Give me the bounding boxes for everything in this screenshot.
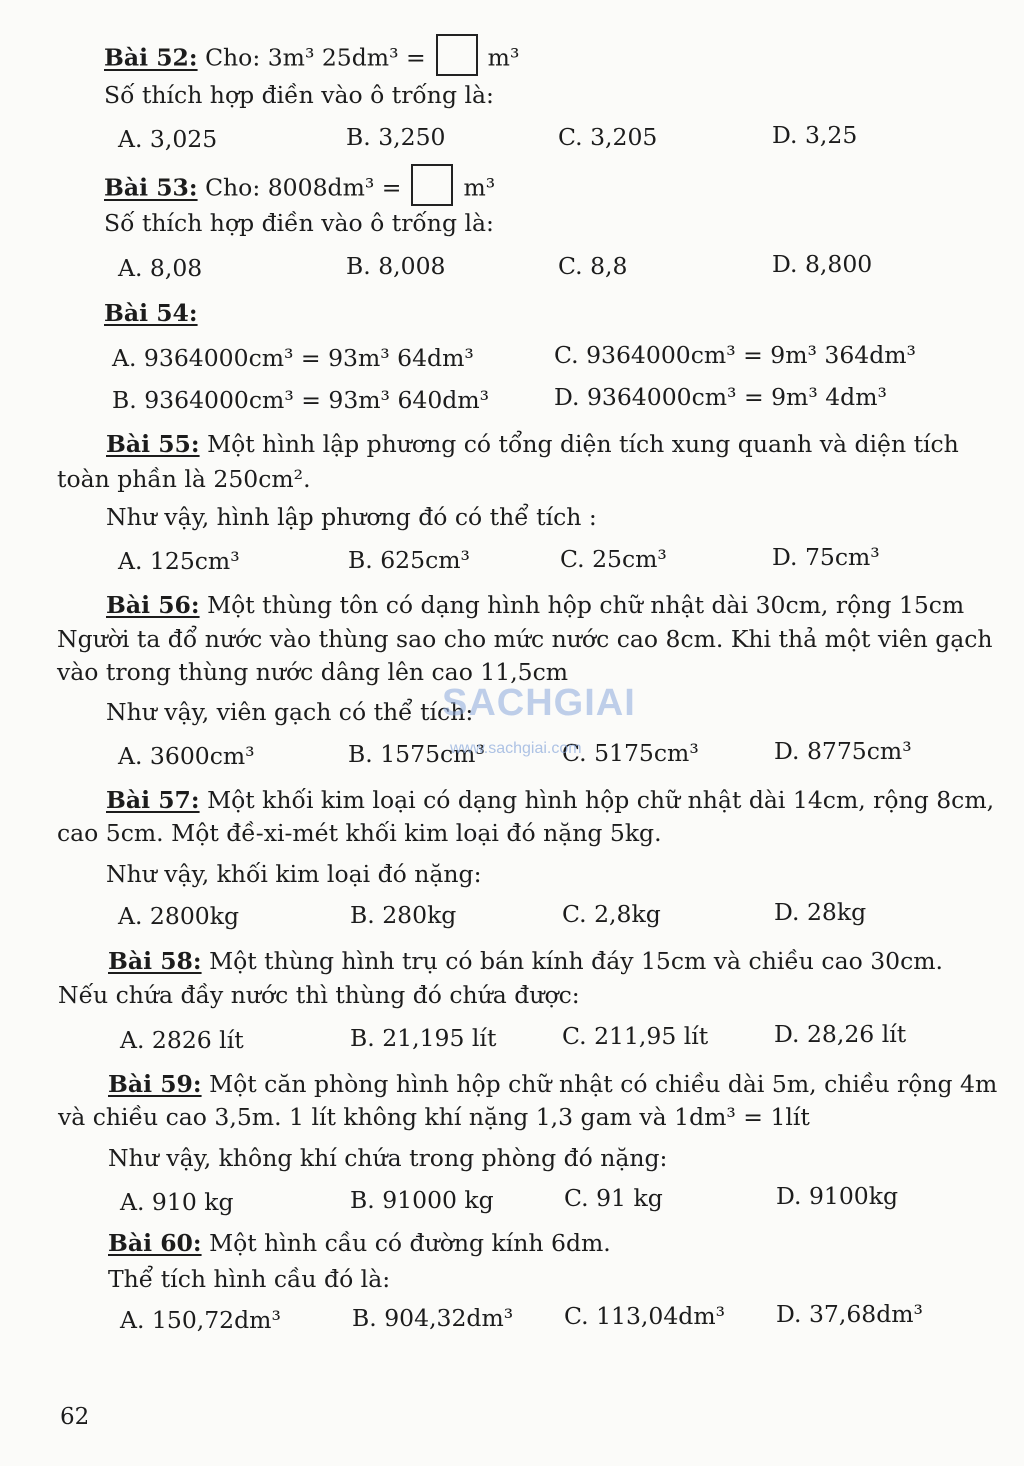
bai55-option-c: C. 25cm³ xyxy=(560,545,667,573)
bai53-prompt-after: m³ xyxy=(463,173,496,202)
bai59-question: Như vậy, không khí chứa trong phòng đó nặng: xyxy=(108,1144,668,1172)
bai52-prompt xyxy=(104,38,519,80)
bai56-line2: Người ta đổ nước vào thùng sao cho mức nước cao 8cm. Khi thả một viên gạch xyxy=(57,625,993,653)
bai52-option-d: D. 3,25 xyxy=(772,121,858,149)
answer-box xyxy=(436,34,478,76)
watermark-url: www.sachgiai.com xyxy=(450,740,582,757)
bai59-line2: và chiều cao 3,5m. 1 lít không khí nặng 1,3 gam và 1dm³ = 1lít xyxy=(58,1103,810,1131)
bai57-line2: cao 5cm. Một đề-xi-mét khối kim loại đó nặng 5kg. xyxy=(57,819,662,847)
bai56-option-b: B. 1575cm³ xyxy=(348,740,485,768)
watermark-text: SACHGIAI xyxy=(442,682,636,724)
bai56-line1 xyxy=(106,590,964,620)
bai56-option-a: A. 3600cm³ xyxy=(118,742,255,770)
bai59-option-c: C. 91 kg xyxy=(564,1184,663,1212)
bai52-question: Số thích hợp điền vào ô trống là: xyxy=(104,81,494,109)
bai55-text: Một hình lập phương có tổng diện tích xung quanh và diện tích xyxy=(207,430,959,458)
bai59-title: Bài 59: xyxy=(108,1070,202,1098)
bai58-title: Bài 58: xyxy=(108,947,202,975)
bai52-option-c: C. 3,205 xyxy=(558,123,658,151)
bai56-line3: vào trong thùng nước dâng lên cao 11,5cm xyxy=(57,658,569,686)
bai59-line1 xyxy=(108,1069,997,1099)
bai53-option-b: B. 8,008 xyxy=(346,252,446,280)
bai59-option-a: A. 910 kg xyxy=(120,1188,234,1216)
bai53-prompt xyxy=(104,168,495,210)
bai57-title: Bài 57: xyxy=(106,786,200,814)
bai54-option-b: B. 9364000cm³ = 93m³ 640dm³ xyxy=(112,386,490,414)
bai57-option-c: C. 2,8kg xyxy=(562,900,661,928)
bai59-option-d: D. 9100kg xyxy=(776,1182,899,1210)
bai55-line1 xyxy=(106,429,959,459)
bai58-option-c: C. 211,95 lít xyxy=(562,1022,709,1050)
bai60-question: Thể tích hình cầu đó là: xyxy=(108,1265,391,1293)
bai58-line1 xyxy=(108,946,943,976)
bai56-option-d: D. 8775cm³ xyxy=(774,737,912,765)
bai54-option-c: C. 9364000cm³ = 9m³ 364dm³ xyxy=(554,341,916,369)
bai60-line1 xyxy=(108,1228,611,1258)
bai55-option-d: D. 75cm³ xyxy=(772,543,880,571)
bai55-option-b: B. 625cm³ xyxy=(348,546,470,574)
bai52-prompt-before: Cho: 3m³ 25dm³ = xyxy=(205,43,426,72)
bai56-question: Như vậy, viên gạch có thể tích: xyxy=(106,698,474,726)
bai58-option-a: A. 2826 lít xyxy=(120,1026,244,1054)
bai58-line2: Nếu chứa đầy nước thì thùng đó chứa được: xyxy=(58,981,580,1009)
bai54-prompt xyxy=(104,298,198,328)
bai57-line1 xyxy=(106,785,994,815)
bai52-option-a: A. 3,025 xyxy=(118,125,218,153)
bai55-line2: toàn phần là 250cm². xyxy=(57,465,311,493)
bai53-option-c: C. 8,8 xyxy=(558,252,628,280)
bai59-option-b: B. 91000 kg xyxy=(350,1186,494,1214)
bai60-text: Một hình cầu có đường kính 6dm. xyxy=(209,1229,611,1257)
bai58-option-d: D. 28,26 lít xyxy=(774,1020,907,1048)
bai57-text: Một khối kim loại có dạng hình hộp chữ nhật dài 14cm, rộng 8cm, xyxy=(207,786,995,814)
bai59-text: Một căn phòng hình hộp chữ nhật có chiều dài 5m, chiều rộng 4m xyxy=(209,1070,998,1098)
bai54-option-d: D. 9364000cm³ = 9m³ 4dm³ xyxy=(554,383,887,411)
bai53-option-d: D. 8,800 xyxy=(772,250,873,278)
bai58-text: Một thùng hình trụ có bán kính đáy 15cm và chiều cao 30cm. xyxy=(209,947,944,975)
bai57-option-b: B. 280kg xyxy=(350,901,457,929)
bai53-prompt-before: Cho: 8008dm³ = xyxy=(205,173,402,202)
bai53-title: Bài 53: xyxy=(104,173,198,202)
bai57-option-a: A. 2800kg xyxy=(118,902,239,930)
bai60-option-b: B. 904,32dm³ xyxy=(352,1304,514,1332)
bai55-question: Như vậy, hình lập phương đó có thể tích : xyxy=(106,503,597,531)
bai52-option-b: B. 3,250 xyxy=(346,123,446,151)
bai60-option-a: A. 150,72dm³ xyxy=(120,1306,281,1334)
bai58-option-b: B. 21,195 lít xyxy=(350,1024,497,1052)
bai56-title: Bài 56: xyxy=(106,591,200,619)
bai54-option-a: A. 9364000cm³ = 93m³ 64dm³ xyxy=(112,344,474,372)
bai52-prompt-after: m³ xyxy=(487,43,520,72)
bai60-option-c: C. 113,04dm³ xyxy=(564,1302,726,1330)
bai60-title: Bài 60: xyxy=(108,1229,202,1257)
page-number: 62 xyxy=(60,1404,90,1430)
bai53-question: Số thích hợp điền vào ô trống là: xyxy=(104,209,494,237)
bai56-text: Một thùng tôn có dạng hình hộp chữ nhật dài 30cm, rộng 15cm xyxy=(207,591,965,619)
bai52-title: Bài 52: xyxy=(104,43,198,72)
bai55-option-a: A. 125cm³ xyxy=(118,547,240,575)
bai55-title: Bài 55: xyxy=(106,430,200,458)
bai54-title: Bài 54: xyxy=(104,299,198,327)
watermark-logo xyxy=(442,682,652,778)
bai53-option-a: A. 8,08 xyxy=(118,254,203,282)
bai60-option-d: D. 37,68dm³ xyxy=(776,1300,923,1328)
answer-box xyxy=(411,164,453,206)
bai56-option-c: C. 5175cm³ xyxy=(562,739,699,767)
bai57-option-d: D. 28kg xyxy=(774,898,867,926)
bai57-question: Như vậy, khối kim loại đó nặng: xyxy=(106,860,482,888)
